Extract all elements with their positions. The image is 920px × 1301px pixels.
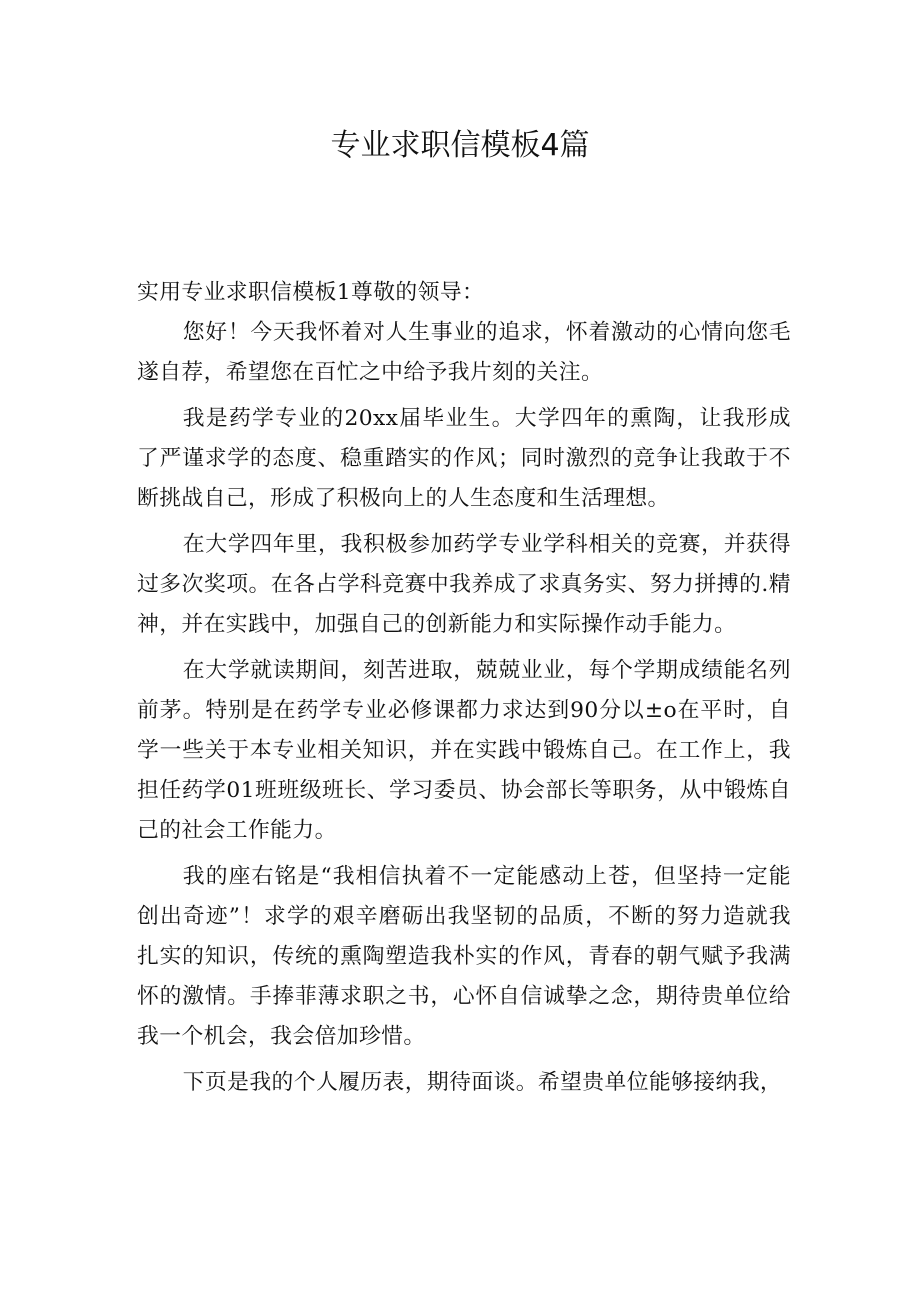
salutation-line: 实用专业求职信模板1尊敬的领导：: [137, 280, 485, 305]
paragraph-closing: 下页是我的个人履历表，期待面谈。希望贵单位能够接纳我，: [182, 1070, 783, 1095]
document-body: [137, 273, 791, 1109]
document-title: 专业求职信模板4篇: [330, 128, 590, 163]
paragraph-competitions: 在大学四年里，我积极参加药学专业学科相关的竞赛，并获得过多次奖项。在各占学科竞赛中我养成了求真务实、努力拼搏的.精神，并在实践中，加强自己的创新能力和实际操作动手能力。: [137, 532, 791, 637]
paragraph-motto: 我的座右铭是“我相信执着不一定能感动上苍，但坚持一定能创出奇迹”！求学的艰辛磨砺出我坚韧的品质，不断的努力造就我扎实的知识，传统的熏陶塑造我朴实的作风，青春的朝气赋予我满怀的激情。手捧菲薄求职之书，心怀自信诚挚之念，期待贵单位给我一个机会，我会倍加珍惜。: [137, 864, 791, 1049]
paragraph-background: 我是药学专业的20xx届毕业生。大学四年的熏陶，让我形成了严谨求学的态度、稳重踏实的作风；同时激烈的竞争让我敢于不断挑战自己，形成了积极向上的人生态度和生活理想。: [137, 406, 791, 511]
paragraph-greeting: 您好！今天我怀着对人生事业的追求，怀着激动的心情向您毛遂自荐，希望您在百忙之中给予我片刻的关注。: [137, 320, 791, 385]
paragraph-studies: 在大学就读期间，刻苦进取，兢兢业业，每个学期成绩能名列前茅。特别是在药学专业必修课都力求达到90分以±o在平时，自学一些关于本专业相关知识，并在实践中锻炼自己。在工作上，我担任药学01班班级班长、学习委员、协会部长等职务，从中锻炼自己的社会工作能力。: [137, 658, 791, 843]
